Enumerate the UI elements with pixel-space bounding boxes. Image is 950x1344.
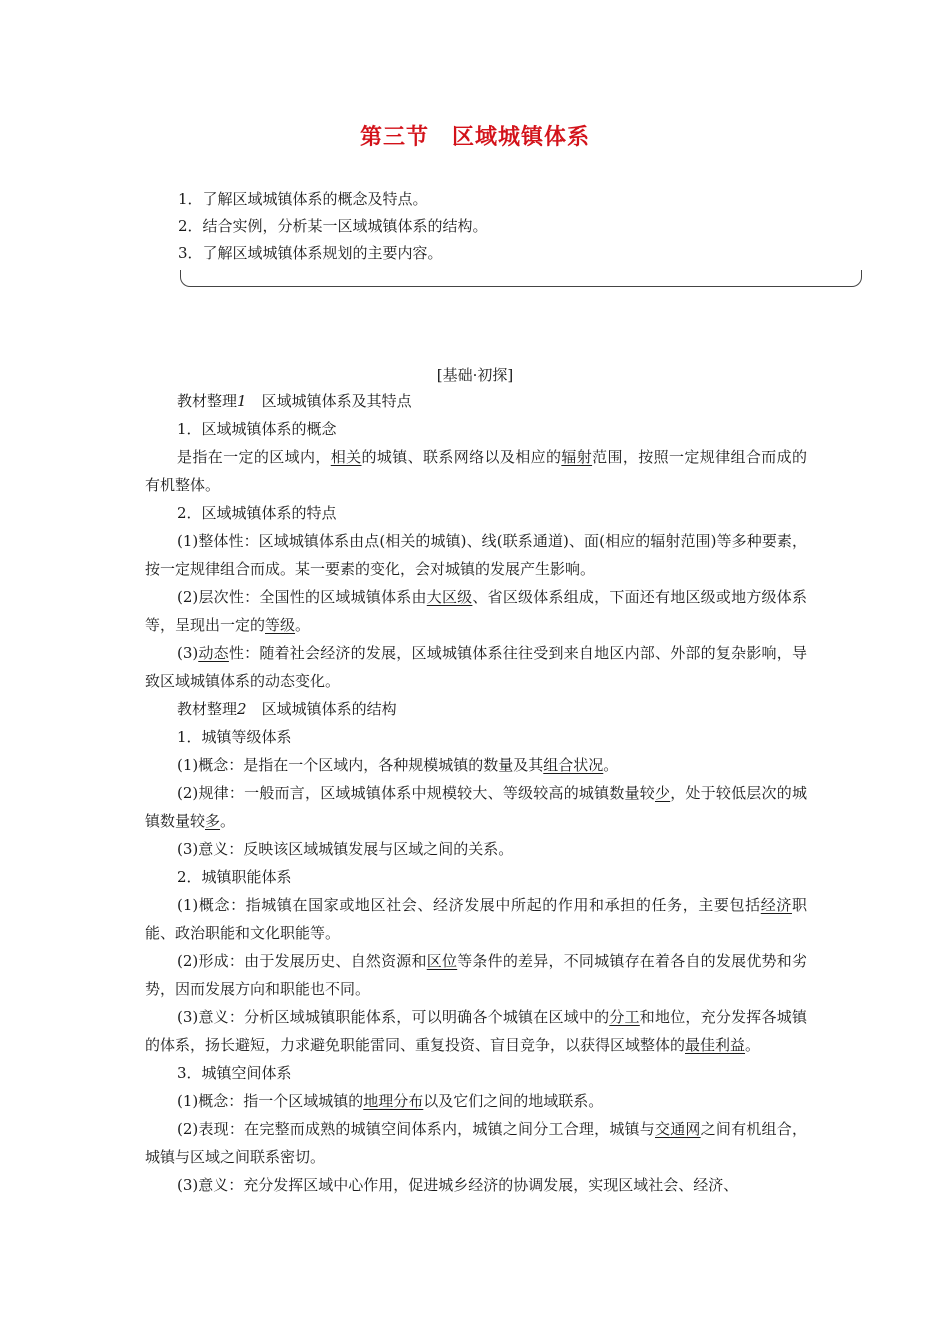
paragraph: (3)动态性：随着社会经济的发展，区域城镇体系往往受到来自地区内部、外部的复杂影响，导致区域城镇体系的动态变化。 <box>145 644 807 690</box>
goals-bracket-divider <box>180 270 862 287</box>
subheading: 1．区域城镇体系的概念 <box>177 420 337 438</box>
paragraph: (2)形成：由于发展历史、自然资源和区位等条件的差异，不同城镇存在着各自的发展优势和劣势，因而发展方向和职能也不同。 <box>145 952 807 998</box>
goal-item: 1．了解区域城镇体系的概念及特点。 <box>178 190 428 208</box>
key-term: 动态 <box>198 644 229 662</box>
key-term: 少 <box>655 784 671 802</box>
learning-goals <box>178 186 818 267</box>
subheading: 2．城镇职能体系 <box>177 868 292 886</box>
key-term: 等级 <box>265 616 296 634</box>
paragraph: (1)概念：指一个区域城镇的地理分布以及它们之间的地域联系。 <box>177 1092 604 1110</box>
subheading: 1．城镇等级体系 <box>177 728 292 746</box>
section-tag: [基础·初探] <box>436 366 514 384</box>
paragraph: (3)意义：分析区域城镇职能体系，可以明确各个城镇在区域中的分工和地位，充分发挥各城镇的体系，扬长避短，力求避免职能雷同、重复投资、盲目竞争，以获得区域整体的最佳利益。 <box>145 1008 807 1054</box>
goal-item: 3．了解区域城镇体系规划的主要内容。 <box>178 244 443 262</box>
paragraph: (1)整体性：区域城镇体系由点(相关的城镇)、线(联系通道)、面(相应的辐射范围)等多种要素，按一定规律组合而成。某一要素的变化，会对城镇的发展产生影响。 <box>145 532 807 578</box>
topic-heading-1: 教材整理1 区域城镇体系及其特点 <box>177 392 412 410</box>
key-term: 分工 <box>609 1008 640 1026</box>
paragraph: (1)概念：指城镇在国家或地区社会、经济发展中所起的作用和承担的任务，主要包括经济职能、政治职能和文化职能等。 <box>145 896 807 942</box>
key-term: 相关 <box>330 448 362 466</box>
key-term: 交通网 <box>655 1120 701 1138</box>
paragraph: (2)规律：一般而言，区域城镇体系中规模较大、等级较高的城镇数量较少，处于较低层次的城镇数量较多。 <box>145 784 807 830</box>
goal-item: 2．结合实例，分析某一区域城镇体系的结构。 <box>178 217 488 235</box>
key-term: 区位 <box>426 952 458 970</box>
page-title: 第三节 区域城镇体系 <box>359 125 590 150</box>
key-term: 最佳利益 <box>685 1036 746 1054</box>
key-term: 经济 <box>760 896 792 914</box>
paragraph: (3)意义：充分发挥区域中心作用，促进城乡经济的协调发展，实现区域社会、经济、 <box>177 1176 739 1194</box>
paragraph: (2)表现：在完整而成熟的城镇空间体系内，城镇之间分工合理，城镇与交通网之间有机组合，城镇与区域之间联系密切。 <box>145 1120 807 1166</box>
key-term: 地理分布 <box>363 1092 424 1110</box>
subheading: 2．区域城镇体系的特点 <box>177 504 337 522</box>
key-term: 大区级 <box>426 588 473 606</box>
paragraph: 是指在一定的区域内，相关的城镇、联系网络以及相应的辐射范围，按照一定规律组合而成的有机整体。 <box>145 448 807 494</box>
main-content <box>145 387 807 1199</box>
topic-heading-2: 教材整理2 区域城镇体系的结构 <box>177 700 397 718</box>
key-term: 组合状况 <box>543 756 604 774</box>
paragraph: (2)层次性：全国性的区域城镇体系由大区级、省区级体系组成，下面还有地区级或地方级体系等，呈现出一定的等级。 <box>145 588 807 634</box>
key-term: 辐射 <box>561 448 593 466</box>
paragraph: (3)意义：反映该区域城镇发展与区域之间的关系。 <box>177 840 514 858</box>
paragraph: (1)概念：是指在一个区域内，各种规模城镇的数量及其组合状况。 <box>177 756 619 774</box>
key-term: 多 <box>205 812 221 830</box>
subheading: 3．城镇空间体系 <box>177 1064 292 1082</box>
